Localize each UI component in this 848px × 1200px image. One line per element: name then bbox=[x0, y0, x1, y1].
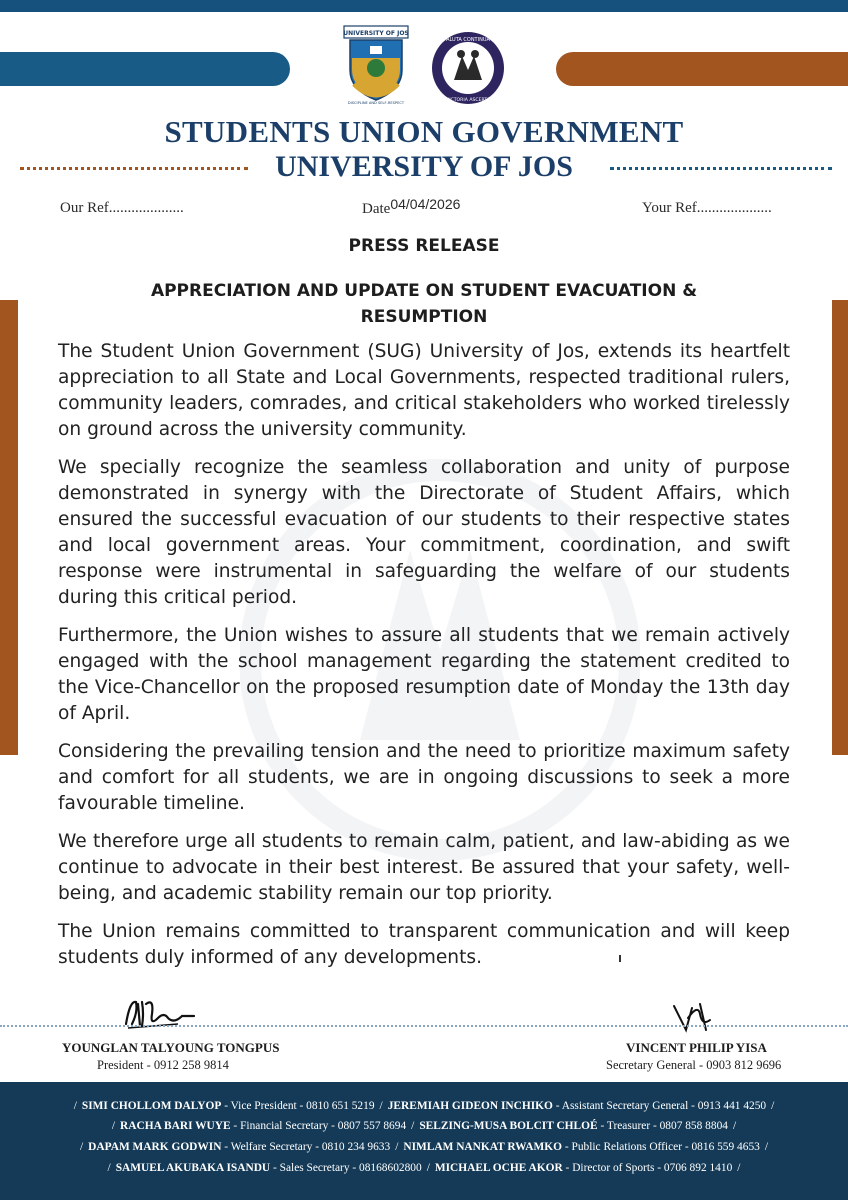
stray-mark bbox=[619, 955, 621, 962]
union-title: STUDENTS UNION GOVERNMENT bbox=[164, 114, 684, 149]
left-side-bar bbox=[0, 300, 18, 755]
executive-name: SELZING-MUSA BOLCIT CHLOÉ bbox=[419, 1120, 598, 1132]
aluta-bottom-text: VICTORIA ASCERTA bbox=[446, 98, 490, 103]
executive-role: - Vice President - 0810 651 5219 bbox=[221, 1100, 375, 1112]
footer-row: / SIMI CHOLLOM DALYOP - Vice President - 0810 651 5219 / JEREMIAH GIDEON INCHIKO - Assistant Secretary General - 0913 441 4250 / bbox=[73, 1100, 775, 1112]
executive-name: NIMLAM NANKAT RWAMKO bbox=[403, 1141, 562, 1153]
blue-pill-decoration bbox=[0, 52, 290, 86]
footer-row: / RACHA BARI WUYE - Financial Secretary - 0807 557 8694 / SELZING-MUSA BOLCIT CHLOÉ - Treasurer - 0807 858 8804 / bbox=[111, 1120, 737, 1132]
secretary-role: Secretary General - 0903 812 9696 bbox=[606, 1058, 782, 1072]
secretary-signature bbox=[670, 1000, 718, 1034]
paragraph: Furthermore, the Union wishes to assure all students that we remain actively engaged with the school management regarding the statement credited to the Vice-Chancellor on the proposed resumption date of Monday the 13th day of April. bbox=[58, 625, 790, 724]
dotted-divider-right bbox=[610, 167, 832, 170]
executive-name: DAPAM MARK GODWIN bbox=[88, 1141, 222, 1153]
date-field bbox=[362, 196, 461, 218]
date-label: Date bbox=[362, 201, 391, 217]
executive-role: - Treasurer - 0807 858 8804 bbox=[597, 1120, 728, 1132]
date-value: 04/04/2026 bbox=[390, 196, 461, 212]
subject-heading: APPRECIATION AND UPDATE ON STUDENT EVACUATION & RESUMPTION bbox=[150, 281, 698, 327]
executive-name: JEREMIAH GIDEON INCHIKO bbox=[387, 1100, 553, 1112]
crest-top-text: UNIVERSITY OF JOS bbox=[343, 30, 409, 37]
president-name: YOUNGLAN TALYOUNG TONGPUS bbox=[62, 1040, 280, 1055]
president-signature bbox=[118, 994, 200, 1034]
footer-row: / DAPAM MARK GODWIN - Welfare Secretary - 0810 234 9633 / NIMLAM NANKAT RWAMKO - Public Relations Officer - 0816 559 4653 / bbox=[79, 1141, 769, 1153]
secretary-name: VINCENT PHILIP YISA bbox=[626, 1040, 767, 1055]
top-stripe bbox=[0, 0, 848, 12]
press-release-heading: PRESS RELEASE bbox=[348, 236, 500, 256]
press-release-body bbox=[58, 339, 790, 983]
paragraph: Considering the prevailing tension and the need to prioritize maximum safety and comfort for all students, we are in ongoing discussions to seek a more favourable timeline. bbox=[58, 741, 790, 814]
executive-role: - Welfare Secretary - 0810 234 9633 bbox=[221, 1141, 391, 1153]
executive-name: SAMUEL AKUBAKA ISANDU bbox=[115, 1162, 271, 1174]
aluta-continua-logo bbox=[430, 30, 506, 106]
paragraph: We therefore urge all students to remain calm, patient, and law-abiding as we continue to advocate in their best interest. Be assured that your safety, well-being, and academic stability remain our top priority. bbox=[58, 831, 790, 904]
executive-name: SIMI CHOLLOM DALYOP bbox=[81, 1100, 222, 1112]
executive-role: - Assistant Secretary General - 0913 441 4250 bbox=[552, 1100, 767, 1112]
footer-row: / SAMUEL AKUBAKA ISANDU - Sales Secretary - 08168602800 / MICHAEL OCHE AKOR - Director of Sports - 0706 892 1410 / bbox=[107, 1162, 741, 1174]
president-role: President - 0912 258 9814 bbox=[97, 1058, 229, 1072]
executive-role: - Director of Sports - 0706 892 1410 bbox=[562, 1162, 733, 1174]
executive-role: - Public Relations Officer - 0816 559 4653 bbox=[562, 1141, 760, 1153]
paragraph: The Union remains committed to transparent communication and will keep students duly informed of any developments. bbox=[58, 921, 790, 968]
dotted-divider-left bbox=[20, 167, 248, 170]
executives-footer bbox=[0, 1082, 848, 1200]
executive-name: MICHAEL OCHE AKOR bbox=[434, 1162, 563, 1174]
brown-pill-decoration bbox=[556, 52, 848, 86]
university-crest-logo bbox=[340, 24, 412, 106]
right-side-bar bbox=[832, 300, 848, 755]
paragraph: We specially recognize the seamless collaboration and unity of purpose demonstrated in synergy with the Directorate of Student Affairs, which ensured the successful evacuation of our students to their respective states and local government areas. Your commitment, coordination, and swift response were instrumental in safeguarding the welfare of our students during this critical period. bbox=[58, 457, 790, 608]
executive-role: - Sales Secretary - 08168602800 bbox=[270, 1162, 422, 1174]
aluta-top-text: ALUTA CONTINUA bbox=[446, 37, 490, 43]
paragraph: The Student Union Government (SUG) University of Jos, extends its heartfelt appreciation to all State and Local Governments, respected traditional rulers, community leaders, comrades, and critical stakeholders who worked tirelessly on ground across the university community. bbox=[58, 341, 790, 440]
our-ref: Our Ref.................... bbox=[60, 200, 184, 216]
crest-motto-text: DISCIPLINE AND SELF-RESPECT bbox=[347, 101, 405, 105]
university-title: UNIVERSITY OF JOS bbox=[275, 150, 573, 183]
signature-dotted-line bbox=[0, 1025, 848, 1027]
executive-name: RACHA BARI WUYE bbox=[120, 1120, 231, 1132]
your-ref: Your Ref.................... bbox=[642, 200, 772, 216]
executive-role: - Financial Secretary - 0807 557 8694 bbox=[230, 1120, 407, 1132]
